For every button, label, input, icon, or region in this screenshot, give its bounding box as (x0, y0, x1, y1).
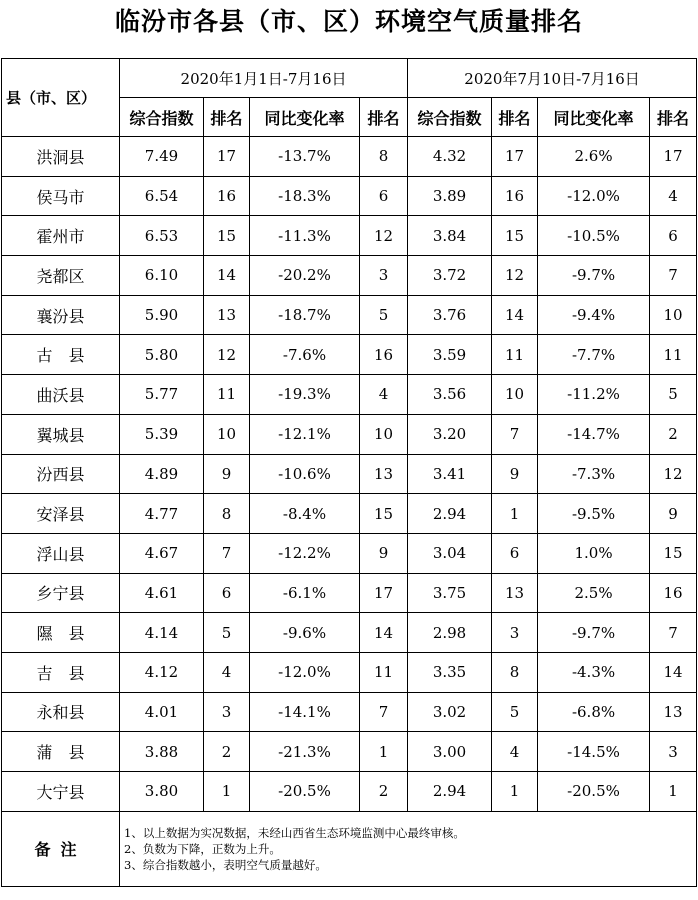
composite-index-2: 3.59 (408, 335, 492, 375)
composite-index-2: 3.89 (408, 176, 492, 216)
table-row (2, 216, 697, 256)
yoy-rank-2: 7 (650, 613, 697, 653)
rank-1: 6 (204, 573, 250, 613)
table-row (2, 295, 697, 335)
note-line: 2、负数为下降，正数为上升。 (124, 841, 281, 856)
rank-1: 12 (204, 335, 250, 375)
yoy-rank-1: 8 (360, 137, 408, 177)
yoy-rank-1: 3 (360, 256, 408, 296)
rank-1: 11 (204, 375, 250, 415)
yoy-change-1: -6.1% (250, 573, 360, 613)
county-name: 霍州市 (2, 216, 120, 256)
composite-index-2: 3.84 (408, 216, 492, 256)
period2-header: 2020年7月10日-7月16日 (408, 59, 697, 98)
yoy-rank-1: 4 (360, 375, 408, 415)
col-change-2: 同比变化率 (538, 98, 650, 137)
notes-text (120, 811, 697, 886)
rank-1: 15 (204, 216, 250, 256)
county-name: 洪洞县 (2, 137, 120, 177)
yoy-change-1: -12.0% (250, 652, 360, 692)
composite-index-2: 3.41 (408, 454, 492, 494)
yoy-rank-1: 13 (360, 454, 408, 494)
rank-2: 1 (492, 494, 538, 534)
composite-index-1: 5.39 (120, 414, 204, 454)
yoy-change-1: -13.7% (250, 137, 360, 177)
yoy-rank-2: 3 (650, 732, 697, 772)
rank-2: 16 (492, 176, 538, 216)
composite-index-1: 5.90 (120, 295, 204, 335)
yoy-change-2: 2.6% (538, 137, 650, 177)
col-rank-2: 排名 (492, 98, 538, 137)
yoy-change-1: -21.3% (250, 732, 360, 772)
table-row (2, 732, 697, 772)
county-name: 安泽县 (2, 494, 120, 534)
composite-index-2: 3.56 (408, 375, 492, 415)
rank-2: 13 (492, 573, 538, 613)
composite-index-1: 4.67 (120, 533, 204, 573)
composite-index-2: 4.32 (408, 137, 492, 177)
yoy-change-2: -12.0% (538, 176, 650, 216)
yoy-rank-2: 14 (650, 652, 697, 692)
note-line: 3、综合指数越小，表明空气质量越好。 (124, 857, 327, 872)
county-name: 襄汾县 (2, 295, 120, 335)
table-row (2, 454, 697, 494)
yoy-change-2: -20.5% (538, 772, 650, 812)
yoy-change-2: -7.3% (538, 454, 650, 494)
composite-index-1: 3.80 (120, 772, 204, 812)
yoy-rank-2: 6 (650, 216, 697, 256)
yoy-rank-1: 10 (360, 414, 408, 454)
yoy-rank-1: 15 (360, 494, 408, 534)
yoy-rank-2: 16 (650, 573, 697, 613)
col-rank-1: 排名 (204, 98, 250, 137)
rank-1: 1 (204, 772, 250, 812)
yoy-change-1: -20.2% (250, 256, 360, 296)
composite-index-1: 4.12 (120, 652, 204, 692)
yoy-change-1: -12.1% (250, 414, 360, 454)
table-row (2, 176, 697, 216)
yoy-rank-2: 7 (650, 256, 697, 296)
rank-2: 15 (492, 216, 538, 256)
yoy-change-2: 1.0% (538, 533, 650, 573)
yoy-rank-1: 17 (360, 573, 408, 613)
rank-2: 4 (492, 732, 538, 772)
yoy-change-2: -14.5% (538, 732, 650, 772)
table-row (2, 414, 697, 454)
yoy-change-2: -4.3% (538, 652, 650, 692)
composite-index-1: 4.89 (120, 454, 204, 494)
composite-index-1: 5.80 (120, 335, 204, 375)
yoy-rank-2: 9 (650, 494, 697, 534)
rank-2: 12 (492, 256, 538, 296)
composite-index-2: 2.94 (408, 772, 492, 812)
rank-1: 7 (204, 533, 250, 573)
composite-index-2: 3.75 (408, 573, 492, 613)
yoy-change-2: -6.8% (538, 692, 650, 732)
composite-index-1: 4.77 (120, 494, 204, 534)
rank-2: 3 (492, 613, 538, 653)
rank-1: 9 (204, 454, 250, 494)
county-name: 吉 县 (2, 652, 120, 692)
rank-1: 5 (204, 613, 250, 653)
yoy-rank-2: 2 (650, 414, 697, 454)
rank-1: 4 (204, 652, 250, 692)
yoy-change-2: -11.2% (538, 375, 650, 415)
table-row (2, 772, 697, 812)
col-index-2: 综合指数 (408, 98, 492, 137)
composite-index-2: 3.00 (408, 732, 492, 772)
composite-index-2: 3.35 (408, 652, 492, 692)
yoy-change-2: -14.7% (538, 414, 650, 454)
county-name: 古 县 (2, 335, 120, 375)
yoy-change-1: -18.3% (250, 176, 360, 216)
rank-2: 6 (492, 533, 538, 573)
yoy-rank-1: 1 (360, 732, 408, 772)
county-name: 翼城县 (2, 414, 120, 454)
yoy-rank-2: 13 (650, 692, 697, 732)
composite-index-1: 7.49 (120, 137, 204, 177)
ranking-table (1, 58, 697, 887)
period1-header: 2020年1月1日-7月16日 (120, 59, 408, 98)
county-name: 隰 县 (2, 613, 120, 653)
composite-index-2: 3.02 (408, 692, 492, 732)
page-title: 临汾市各县（市、区）环境空气质量排名 (114, 7, 583, 36)
county-name: 浮山县 (2, 533, 120, 573)
rank-1: 13 (204, 295, 250, 335)
rank-2: 11 (492, 335, 538, 375)
yoy-change-1: -11.3% (250, 216, 360, 256)
yoy-change-2: -9.7% (538, 256, 650, 296)
county-name: 尧都区 (2, 256, 120, 296)
composite-index-2: 2.94 (408, 494, 492, 534)
rank-2: 7 (492, 414, 538, 454)
rank-1: 3 (204, 692, 250, 732)
yoy-change-1: -18.7% (250, 295, 360, 335)
yoy-change-1: -10.6% (250, 454, 360, 494)
rank-1: 17 (204, 137, 250, 177)
yoy-rank-1: 5 (360, 295, 408, 335)
table-row (2, 494, 697, 534)
rank-2: 17 (492, 137, 538, 177)
yoy-change-1: -14.1% (250, 692, 360, 732)
yoy-change-2: -9.4% (538, 295, 650, 335)
yoy-change-1: -12.2% (250, 533, 360, 573)
col-change-rank-2: 排名 (650, 98, 697, 137)
table-row (2, 692, 697, 732)
yoy-rank-1: 9 (360, 533, 408, 573)
yoy-rank-2: 15 (650, 533, 697, 573)
col-index-1: 综合指数 (120, 98, 204, 137)
composite-index-1: 6.10 (120, 256, 204, 296)
table-row (2, 335, 697, 375)
rank-1: 2 (204, 732, 250, 772)
col-change-rank-1: 排名 (360, 98, 408, 137)
table-row (2, 256, 697, 296)
yoy-rank-2: 17 (650, 137, 697, 177)
composite-index-2: 3.04 (408, 533, 492, 573)
yoy-rank-1: 11 (360, 652, 408, 692)
composite-index-2: 2.98 (408, 613, 492, 653)
composite-index-2: 3.20 (408, 414, 492, 454)
yoy-rank-1: 12 (360, 216, 408, 256)
yoy-rank-2: 1 (650, 772, 697, 812)
yoy-change-2: -9.7% (538, 613, 650, 653)
rank-2: 8 (492, 652, 538, 692)
county-name: 永和县 (2, 692, 120, 732)
rank-1: 10 (204, 414, 250, 454)
county-name: 曲沃县 (2, 375, 120, 415)
yoy-rank-1: 6 (360, 176, 408, 216)
composite-index-1: 6.53 (120, 216, 204, 256)
yoy-change-2: -7.7% (538, 335, 650, 375)
county-name: 汾西县 (2, 454, 120, 494)
yoy-rank-1: 16 (360, 335, 408, 375)
rank-2: 10 (492, 375, 538, 415)
rank-2: 9 (492, 454, 538, 494)
notes-row (2, 811, 697, 886)
county-header: 县（市、区） (2, 59, 120, 137)
rank-2: 1 (492, 772, 538, 812)
yoy-rank-2: 5 (650, 375, 697, 415)
yoy-rank-2: 10 (650, 295, 697, 335)
rank-1: 8 (204, 494, 250, 534)
yoy-rank-1: 14 (360, 613, 408, 653)
yoy-rank-2: 12 (650, 454, 697, 494)
county-name: 大宁县 (2, 772, 120, 812)
composite-index-1: 4.14 (120, 613, 204, 653)
table-row (2, 137, 697, 177)
rank-1: 14 (204, 256, 250, 296)
table-row (2, 375, 697, 415)
composite-index-1: 6.54 (120, 176, 204, 216)
col-change-1: 同比变化率 (250, 98, 360, 137)
table-row (2, 613, 697, 653)
county-name: 乡宁县 (2, 573, 120, 613)
yoy-rank-1: 2 (360, 772, 408, 812)
composite-index-2: 3.76 (408, 295, 492, 335)
rank-2: 14 (492, 295, 538, 335)
yoy-change-1: -9.6% (250, 613, 360, 653)
yoy-change-2: 2.5% (538, 573, 650, 613)
yoy-rank-2: 11 (650, 335, 697, 375)
composite-index-1: 3.88 (120, 732, 204, 772)
composite-index-1: 4.01 (120, 692, 204, 732)
yoy-rank-2: 4 (650, 176, 697, 216)
yoy-change-1: -20.5% (250, 772, 360, 812)
yoy-rank-1: 7 (360, 692, 408, 732)
composite-index-1: 5.77 (120, 375, 204, 415)
yoy-change-2: -9.5% (538, 494, 650, 534)
table-row (2, 533, 697, 573)
yoy-change-1: -7.6% (250, 335, 360, 375)
yoy-change-1: -19.3% (250, 375, 360, 415)
yoy-change-2: -10.5% (538, 216, 650, 256)
notes-label: 备注 (2, 811, 120, 886)
table-row (2, 573, 697, 613)
county-name: 蒲 县 (2, 732, 120, 772)
composite-index-1: 4.61 (120, 573, 204, 613)
rank-1: 16 (204, 176, 250, 216)
note-line: 1、以上数据为实况数据，未经山西省生态环境监测中心最终审核。 (124, 825, 465, 840)
rank-2: 5 (492, 692, 538, 732)
yoy-change-1: -8.4% (250, 494, 360, 534)
table-row (2, 652, 697, 692)
county-name: 侯马市 (2, 176, 120, 216)
composite-index-2: 3.72 (408, 256, 492, 296)
